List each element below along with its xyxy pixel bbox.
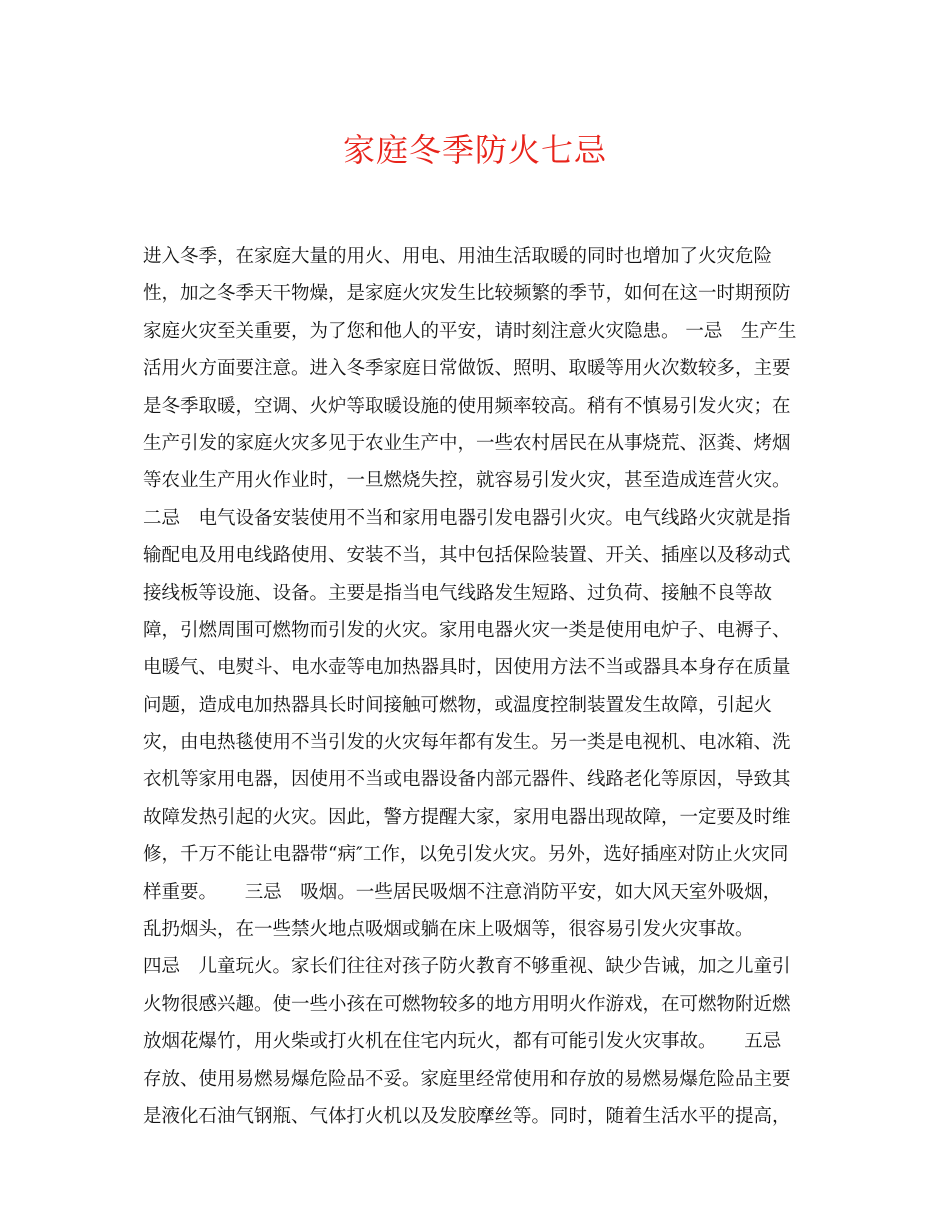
body-line: 样重要。 三忌 吸烟。一些居民吸烟不注意消防平安，如大风天室外吸烟，	[143, 881, 782, 903]
body-line: 进入冬季，在家庭大量的用火、用电、用油生活取暖的同时也增加了火灾危险	[143, 246, 773, 267]
body-line: 生产引发的家庭火灾多见于农业生产中，一些农村居民在从事烧荒、沤粪、烤烟	[143, 432, 791, 454]
body-line: 活用火方面要注意。进入冬季家庭日常做饭、照明、取暖等用火次数较多，主要	[143, 358, 791, 380]
document-title: 家庭冬季防火七忌	[342, 131, 607, 169]
body-line: 火物很感兴趣。使一些小孩在可燃物较多的地方用明火作游戏，在可燃物附近燃	[143, 993, 791, 1015]
body-line: 四忌 儿童玩火。家长们往往对孩子防火教育不够重视、缺少告诫，加之儿童引	[143, 956, 791, 978]
body-line: 故障发热引起的火灾。因此，警方提醒大家，家用电器出现故障，一定要及时维	[143, 806, 791, 828]
body-line: 衣机等家用电器，因使用不当或电器设备内部元器件、线路老化等原因，导致其	[143, 769, 791, 791]
body-line: 障，引燃周围可燃物而引发的火灾。家用电器火灾一类是使用电炉子、电褥子、	[143, 619, 791, 641]
body-line: 是液化石油气钢瓶、气体打火机以及发胶摩丝等。同时，随着生活水平的提高，	[143, 1105, 791, 1127]
body-line: 二忌 电气设备安装使用不当和家用电器引发电器引火灾。电气线路火灾就是指	[143, 507, 791, 529]
body-line: 存放、使用易燃易爆危险品不妥。家庭里经常使用和存放的易燃易爆危险品主要	[143, 1068, 791, 1090]
body-line: 接线板等设施、设备。主要是指当电气线路发生短路、过负荷、接触不良等故	[143, 582, 773, 604]
body-line: 电暖气、电熨斗、电水壶等电加热器具时，因使用方法不当或器具本身存在质量	[143, 657, 791, 679]
body-line: 是冬季取暖，空调、火炉等取暖设施的使用频率较高。稍有不慎易引发火灾；在	[143, 395, 791, 417]
body-line: 乱扔烟头，在一些禁火地点吸烟或躺在床上吸烟等，很容易引发火灾事故。	[143, 919, 754, 941]
body-line: 问题，造成电加热器具长时间接触可燃物，或温度控制装置发生故障，引起火	[143, 694, 773, 716]
body-line: 灾，由电热毯使用不当引发的火灾每年都有发生。另一类是电视机、电冰箱、洗	[143, 732, 791, 754]
body-line: 输配电及用电线路使用、安装不当，其中包括保险装置、开关、插座以及移动式	[143, 545, 791, 567]
body-line: 等农业生产用火作业时，一旦燃烧失控，就容易引发火灾，甚至造成连营火灾。	[143, 470, 791, 492]
body-line: 修，千万不能让电器带“病″工作，以免引发火灾。另外，选好插座对防止火灾同	[143, 844, 789, 866]
body-line: 放烟花爆竹，用火柴或打火机在住宅内玩火，都有可能引发火灾事故。 五忌	[143, 1031, 782, 1053]
body-line: 家庭火灾至关重要，为了您和他人的平安，请时刻注意火灾隐患。 一忌 生产生	[143, 320, 797, 342]
document-body	[143, 238, 823, 1135]
body-line: 性，加之冬季天干物燥，是家庭火灾发生比较频繁的季节，如何在这一时期预防	[143, 283, 791, 305]
